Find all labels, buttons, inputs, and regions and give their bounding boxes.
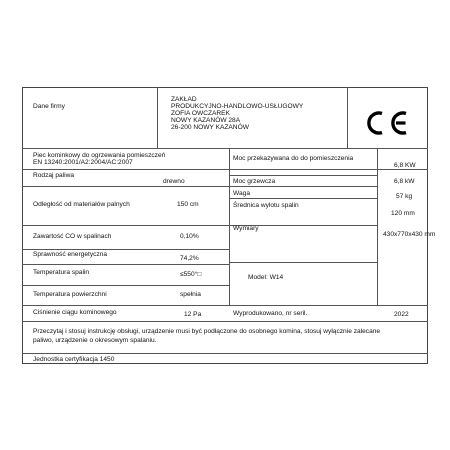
divider — [22, 225, 377, 226]
divider — [22, 249, 229, 250]
heater-power-value: 6,8 kW — [394, 178, 415, 185]
certification-text: Jednostka certyfikacja 1450 — [33, 356, 115, 363]
divider — [22, 169, 428, 170]
divider — [22, 353, 428, 354]
surface-temp-label: Temperatura powierzchni — [33, 291, 107, 298]
production-label: Wyprodukowano, nr seril. — [233, 310, 308, 317]
outlet-diameter-value: 120 mm — [391, 210, 415, 217]
efficiency-value: 74,2% — [180, 255, 199, 262]
company-line: ZOFIA OWCZAREK — [171, 110, 230, 117]
weight-label: Waga — [233, 190, 250, 197]
divider — [377, 148, 378, 306]
fuel-value: drewno — [163, 178, 185, 185]
production-year: 2022 — [394, 311, 409, 318]
fuel-label: Rodzaj paliwa — [33, 172, 75, 179]
surface-temp-value: spełnia — [180, 291, 201, 298]
product-name: Piec kominkowy do ogrzewania pomieszczeń — [33, 152, 166, 159]
weight-value: 57 kg — [396, 193, 413, 200]
notice-text: paliwo, urządzenie o okresowym spalaniu. — [33, 337, 157, 344]
rated-power-label: Moc przekazywana do do pomieszczenia — [233, 155, 354, 162]
divider — [22, 321, 428, 322]
exhaust-temp-label: Temperatura spalin — [33, 269, 90, 276]
divider — [229, 262, 377, 263]
distance-label: Odległość od materiałów palnych — [33, 201, 130, 208]
efficiency-label: Sprawność energetyczna — [33, 251, 108, 258]
outlet-diameter-label: Średnica wylotu spalin — [233, 202, 299, 209]
company-line: 26-200 NOWY KAZANÓW — [171, 124, 249, 131]
co-content-value: 0,10% — [180, 233, 199, 240]
company-line: PRODUKCYJNO-HANDLOWO-USŁUGOWY — [171, 103, 304, 110]
ce-mark-icon — [363, 110, 409, 136]
divider — [347, 87, 348, 149]
dimensions-value: 430x770x430 mm — [383, 231, 436, 238]
divider — [22, 285, 229, 286]
co-content-label: Zawartość CO w spalinach — [33, 233, 112, 240]
draft-label: Ciśnienie ciągu kominowego — [33, 309, 117, 316]
rated-power-value: 6,8 KW — [394, 162, 416, 169]
divider — [22, 186, 377, 187]
divider — [22, 305, 428, 306]
model-label: Model: W14 — [248, 274, 284, 281]
divider — [229, 175, 377, 176]
divider — [157, 87, 158, 149]
divider — [22, 148, 428, 149]
distance-value: 150 cm — [177, 201, 199, 208]
draft-value: 12 Pa — [184, 311, 202, 318]
company-line: ZAKŁAD — [171, 96, 197, 103]
exhaust-temp-value: ≤550°□ — [180, 271, 202, 278]
dimensions-label: Wymiary — [233, 225, 259, 232]
heater-power-label: Moc grzewcza — [233, 178, 276, 185]
company-label: Dane firmy — [33, 103, 65, 110]
company-line: NOWY KAZANÓW 28A — [171, 117, 241, 124]
product-standard: EN 13240:2001/A2:2004/AC:2007 — [33, 159, 133, 166]
notice-text: Przeczytaj i stosuj instrukcję obsługi, urządzenie musi być podłączone do osobnego komina, stosuj wyłącznie zalecane — [33, 328, 381, 335]
divider — [229, 148, 230, 306]
divider — [22, 264, 229, 265]
divider — [229, 198, 377, 199]
